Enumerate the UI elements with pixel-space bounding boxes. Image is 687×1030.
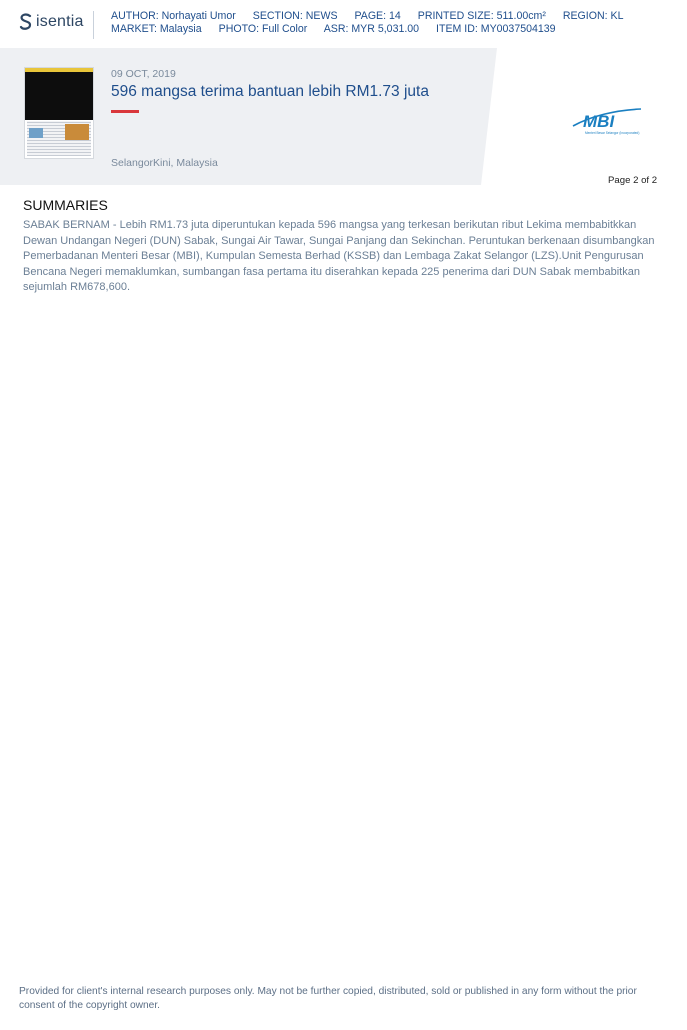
header-divider bbox=[93, 11, 94, 39]
meta-asr: ASR: MYR 5,031.00 bbox=[323, 23, 420, 35]
page-indicator: Page 2 of 2 bbox=[608, 175, 658, 186]
isentia-logo bbox=[18, 13, 84, 31]
summaries-body: SABAK BERNAM - Lebih RM1.73 juta diperuntukan kepada 596 mangsa yang terkesan berikutan ribut Lekima membabitkkan Dewan Undangan Negeri (DUN) Sabak, Sungai Air Tawar, Sungai Panjang dan Sekinchan. Peruntukan berkenaan disumbangkan Pemerbadanan Menteri Besar (MBI), Kumpulan Semesta Berhad (KSSB) dan Lembaga Zakat Selangor (LZS).Unit Pengurusan Bencana Negeri memaklumkan, sumbangan fasa pertama itu diserahkan kepada 225 penerima dari DUN Sabak membabitkan sejumlah RM678,600. bbox=[23, 219, 655, 294]
thumbnail-photo bbox=[65, 124, 89, 140]
mbi-logo-text: MBI bbox=[583, 112, 615, 131]
copyright-footer: Provided for client's internal research purposes only. May not be further copied, distributed, sold or published in any form without the prior consent of the copyright owner. bbox=[19, 986, 637, 1011]
header-bar bbox=[0, 0, 687, 48]
meta-market: MARKET: Malaysia bbox=[111, 23, 202, 35]
thumbnail-redacted-area bbox=[25, 68, 93, 120]
article-metadata bbox=[111, 10, 637, 36]
article-headline[interactable]: 596 mangsa terima bantuan lebih RM1.73 juta bbox=[111, 83, 429, 100]
thumbnail-photo-small bbox=[29, 128, 43, 138]
article-date: 09 OCT, 2019 bbox=[111, 68, 176, 80]
meta-author: AUTHOR: Norhayati Umor bbox=[111, 10, 236, 22]
meta-region: REGION: KL bbox=[562, 10, 624, 22]
article-source: SelangorKini, Malaysia bbox=[111, 157, 218, 169]
meta-page: PAGE: 14 bbox=[354, 10, 401, 22]
meta-printed-size: PRINTED SIZE: 511.00cm² bbox=[417, 10, 546, 22]
isentia-mark-icon bbox=[18, 13, 34, 31]
headline-accent-line bbox=[111, 110, 139, 113]
mbi-logo-subtext: Menteri Besar Selangor (Incorporated) bbox=[585, 131, 640, 135]
meta-item-id: ITEM ID: MY0037504139 bbox=[436, 23, 556, 35]
thumbnail-masthead bbox=[25, 68, 93, 72]
meta-section: SECTION: NEWS bbox=[252, 10, 338, 22]
mbi-publisher-logo bbox=[571, 106, 643, 136]
meta-photo: PHOTO: Full Color bbox=[218, 23, 308, 35]
isentia-logo-text: isentia bbox=[36, 13, 84, 30]
clipping-thumbnail[interactable] bbox=[24, 67, 94, 159]
summaries-heading: SUMMARIES bbox=[23, 197, 108, 213]
